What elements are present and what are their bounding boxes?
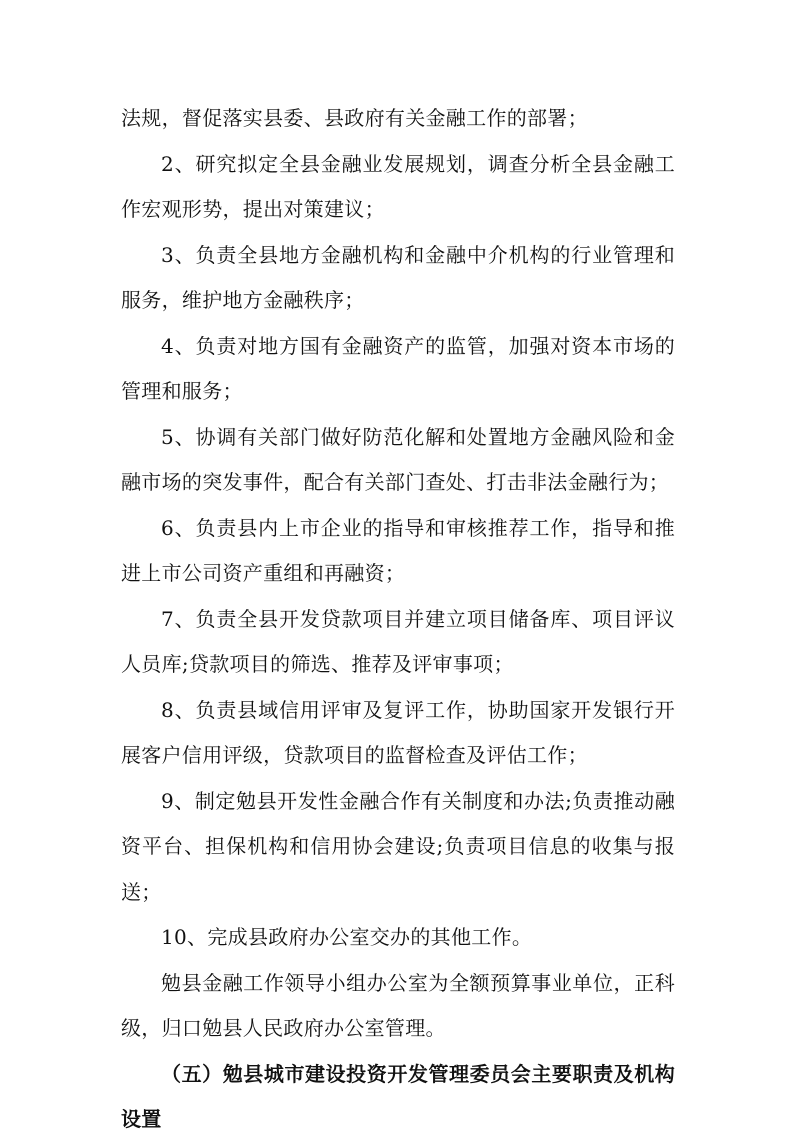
paragraph-continuation: 法规，督促落实县委、县政府有关金融工作的部署；: [121, 106, 588, 130]
duty-item-10: 10、完成县政府办公室交办的其他工作。: [161, 925, 533, 949]
document-body: [121, 96, 675, 1143]
duty-item-9: 9、制定勉县开发性金融合作有关制度和办法;负责推动融资平台、担保机构和信用协会建设;负责项目信息的收集与报送；: [121, 788, 675, 904]
duty-item-5: 5、协调有关部门做好防范化解和处置地方金融风险和金融市场的突发事件，配合有关部门查处、打击非法金融行为；: [121, 424, 675, 494]
duty-item-4: 4、负责对地方国有金融资产的监管，加强对资本市场的管理和服务；: [121, 333, 675, 403]
section-heading: （五）勉县城市建设投资开发管理委员会主要职责及机构设置: [121, 1061, 675, 1131]
duty-item-7: 7、负责全县开发贷款项目并建立项目储备库、项目评议人员库;贷款项目的筛选、推荐及评审事项；: [121, 606, 675, 676]
duty-item-8: 8、负责县域信用评审及复评工作，协助国家开发银行开展客户信用评级，贷款项目的监督检查及评估工作；: [121, 697, 675, 767]
duty-item-6: 6、负责县内上市企业的指导和审核推荐工作，指导和推进上市公司资产重组和再融资；: [121, 515, 675, 585]
duty-item-3: 3、负责全县地方金融机构和金融中介机构的行业管理和服务，维护地方金融秩序；: [121, 242, 675, 312]
office-description: 勉县金融工作领导小组办公室为全额预算事业单位，正科级，归口勉县人民政府办公室管理。: [121, 970, 675, 1040]
duty-item-2: 2、研究拟定全县金融业发展规划，调查分析全县金融工作宏观形势，提出对策建议；: [121, 151, 675, 221]
